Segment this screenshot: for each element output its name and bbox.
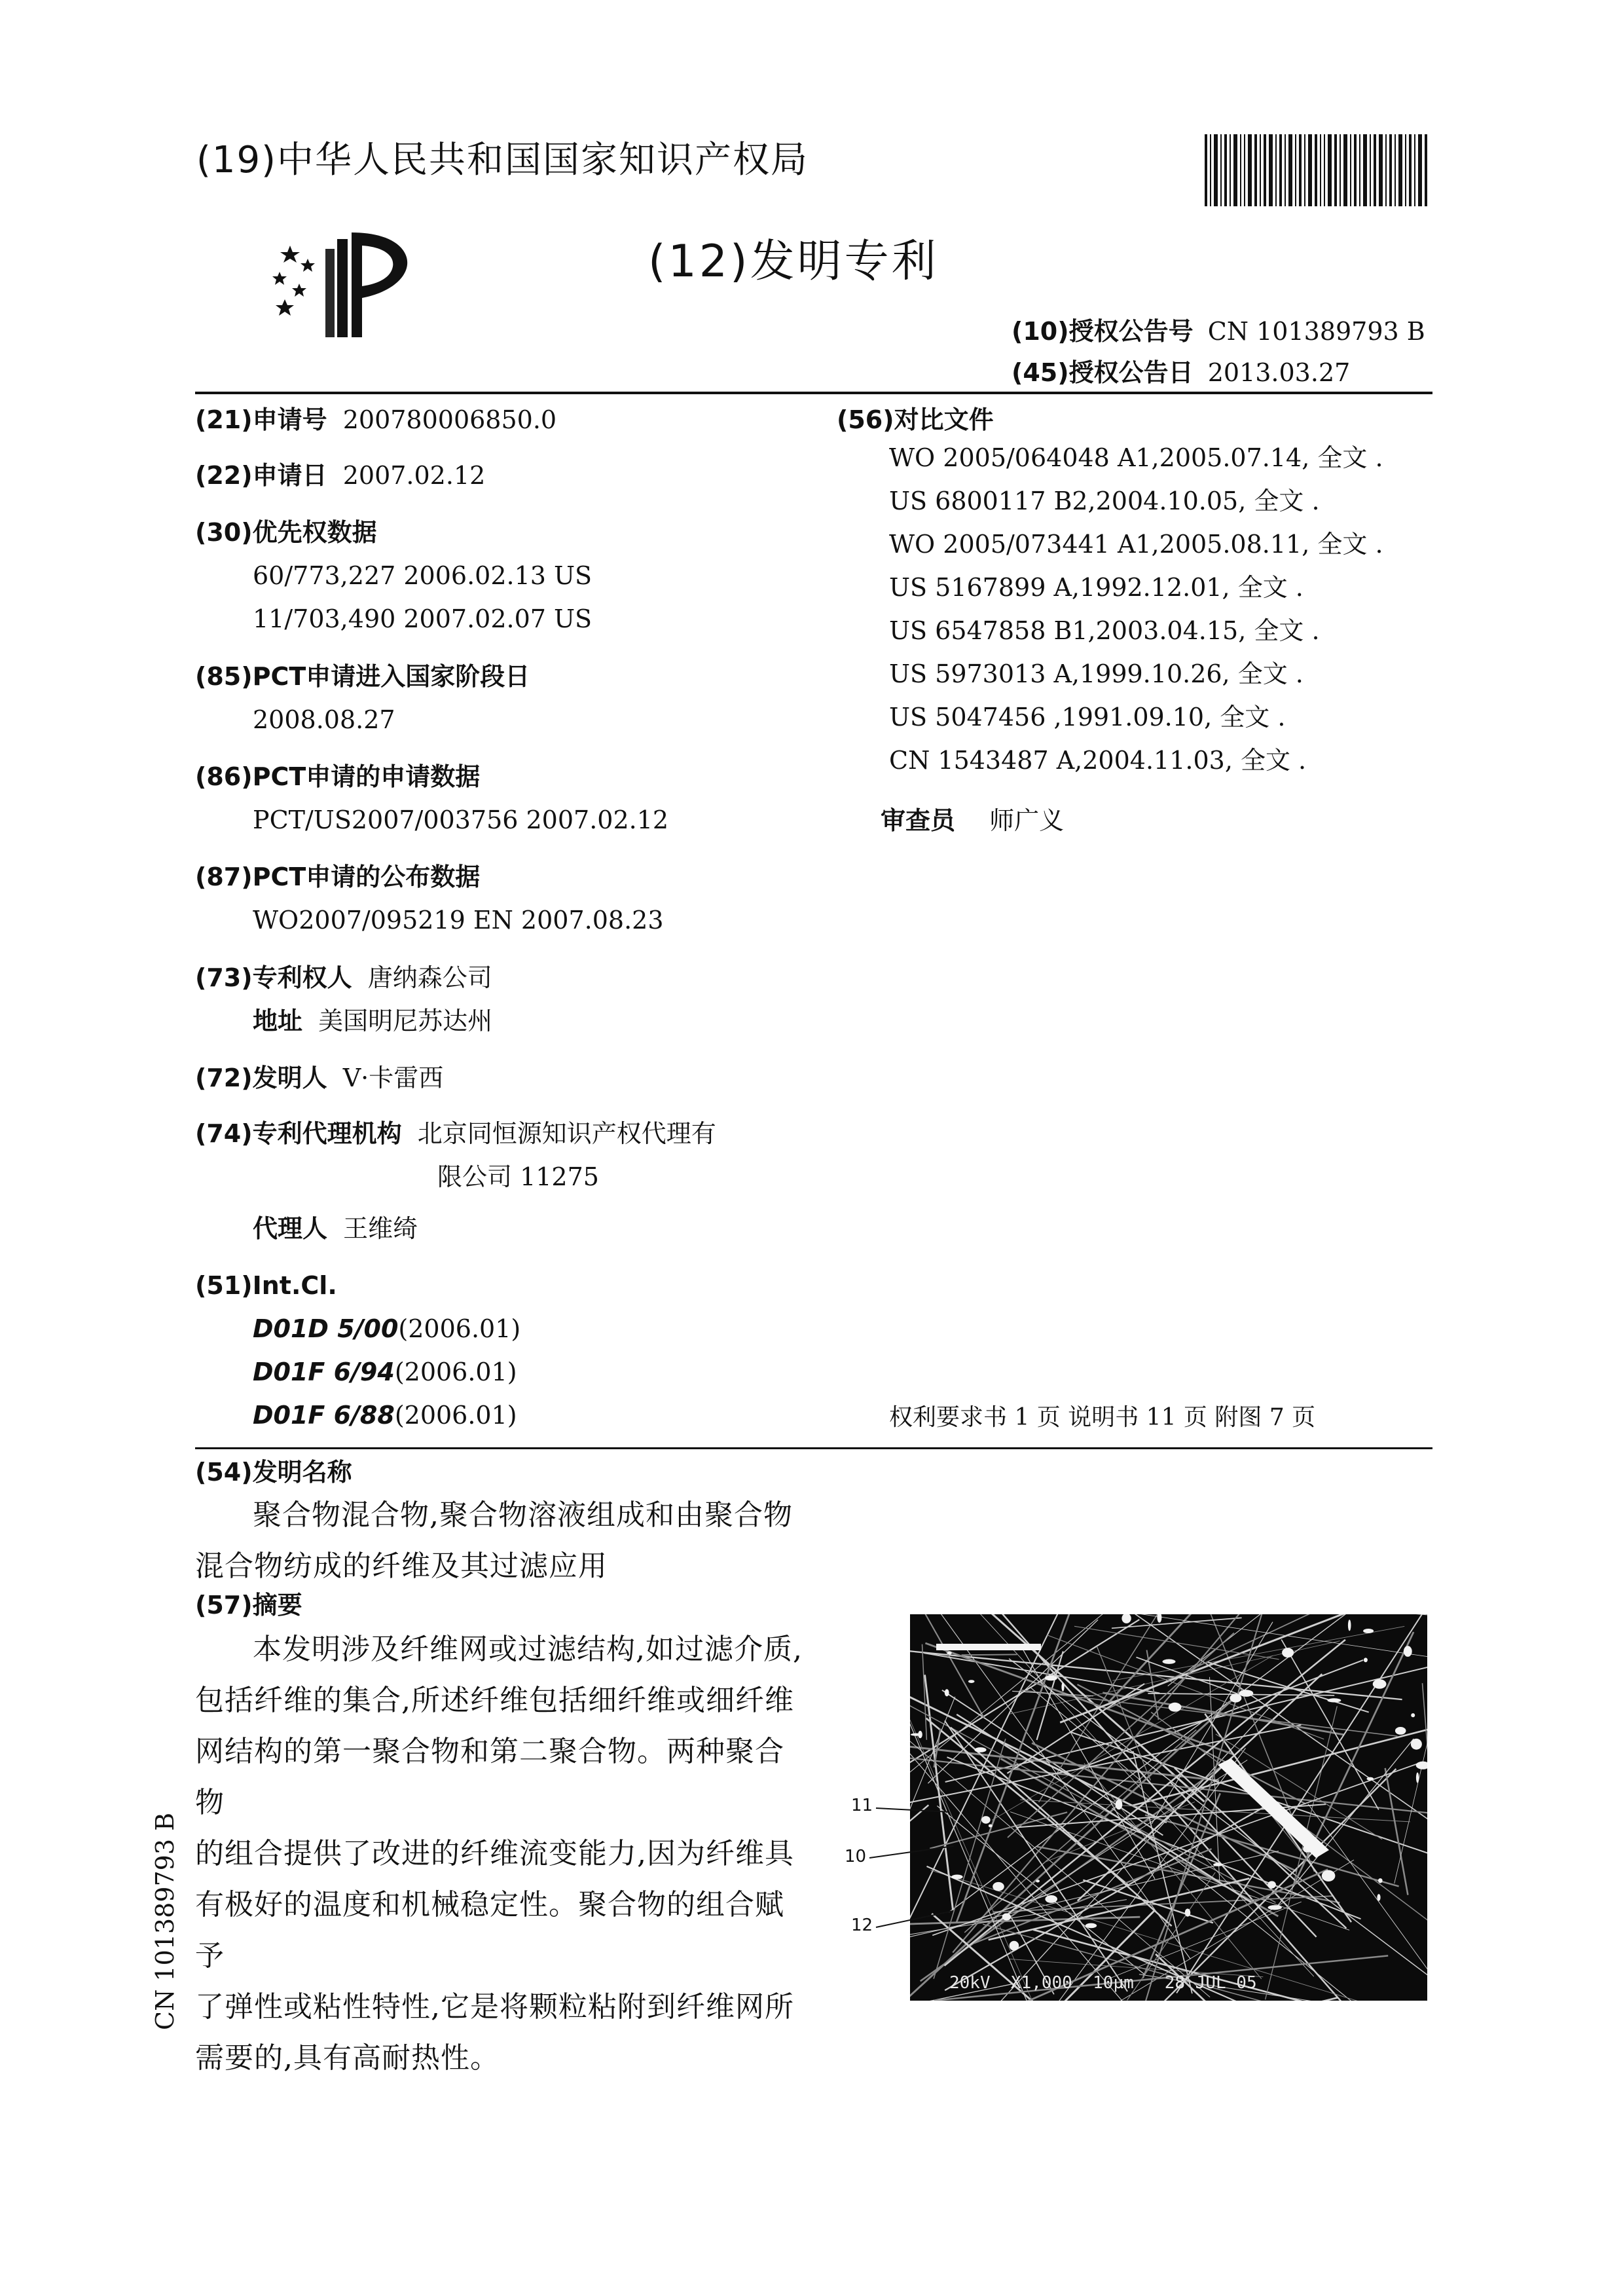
application-number-field — [195, 405, 556, 435]
ipc-field — [195, 1270, 520, 1430]
citation-item: US 6547858 B1,2003.04.15, 全文 . — [889, 616, 1320, 645]
pct-entry-label: (85)PCT申请进入国家阶段日 — [195, 662, 530, 691]
examiner: 师广义 — [989, 806, 1065, 835]
citation-item: US 5167899 A,1992.12.01, 全文 . — [889, 573, 1304, 602]
application-date: 2007.02.12 — [342, 461, 486, 490]
citation-item: US 5973013 A,1999.10.26, 全文 . — [889, 659, 1304, 688]
publication-number-row — [1012, 311, 1425, 347]
inventor: V·卡雷西 — [342, 1064, 444, 1092]
pct-entry-date: 2008.08.27 — [253, 705, 395, 734]
application-date-field — [195, 460, 485, 491]
document-kind: (12)发明专利 — [648, 236, 939, 287]
reference-numeral: 10 — [845, 1847, 867, 1866]
ipc-code: D01F 6/88 — [253, 1401, 395, 1430]
pct-application-label: (86)PCT申请的申请数据 — [195, 762, 481, 791]
ipc-entry — [253, 1314, 520, 1344]
citation-item: CN 1543487 A,2004.11.03, 全文 . — [889, 746, 1307, 775]
reference-numeral: 12 — [851, 1916, 873, 1935]
application-number: 200780006850.0 — [342, 405, 557, 434]
ipc-version: (2006.01) — [398, 1314, 521, 1343]
pct-publication-label: (87)PCT申请的公布数据 — [195, 862, 481, 891]
fiber-network — [910, 1614, 1427, 2001]
pct-publication-field — [195, 862, 664, 935]
abstract-label-text: (57)摘要 — [195, 1591, 302, 1620]
ipc-entry — [253, 1400, 520, 1430]
abstract-label — [195, 1590, 302, 1620]
priority-label: (30)优先权数据 — [195, 518, 377, 547]
header-rule — [195, 392, 1432, 394]
agency-line: 北京同恒源知识产权代理有 — [417, 1119, 716, 1148]
abstract-body — [195, 1624, 804, 2084]
publication-number-label: (10)授权公告号 — [1012, 317, 1194, 346]
abstract-line: 了弹性或粘性特性,它是将颗粒粘附到纤维网所 — [195, 1990, 794, 2024]
abstract-line: 的组合提供了改进的纤维流变能力,因为纤维具 — [195, 1837, 794, 1870]
abstract-line: 本发明涉及纤维网或过滤结构,如过滤介质, — [253, 1633, 803, 1666]
pct-application-data: PCT/US2007/003756 2007.02.12 — [253, 805, 669, 834]
agent-label: 代理人 — [253, 1214, 328, 1243]
publication-date-row — [1012, 352, 1350, 388]
abstract-line: 有极好的温度和机械稳定性。聚合物的组合赋予 — [195, 1888, 784, 1972]
title-label-text: (54)发明名称 — [195, 1458, 352, 1487]
address: 美国明尼苏达州 — [318, 1007, 493, 1035]
title-label — [195, 1457, 352, 1487]
agent-field — [253, 1213, 418, 1244]
micrograph-caption: 20kV X1,000 10µm 28 JUL 05 — [949, 1973, 1257, 1993]
examiner-field — [881, 805, 1064, 836]
title-line: 聚合物混合物,聚合物溶液组成和由聚合物 — [253, 1498, 793, 1532]
pct-publication-data: WO2007/095219 EN 2007.08.23 — [253, 906, 664, 935]
invention-title — [195, 1490, 793, 1592]
application-date-label: (22)申请日 — [195, 461, 327, 490]
citation-item: WO 2005/064048 A1,2005.07.14, 全文 . — [889, 443, 1383, 472]
agent: 王维绮 — [343, 1214, 418, 1243]
sem-micrograph — [910, 1614, 1427, 2001]
ipc-version: (2006.01) — [394, 1401, 517, 1430]
title-line: 混合物纺成的纤维及其过滤应用 — [195, 1549, 608, 1583]
inventor-label: (72)发明人 — [195, 1064, 327, 1092]
inventor-field — [195, 1063, 443, 1093]
pct-application-field — [195, 762, 668, 835]
page-count: 权利要求书 1 页 说明书 11 页 附图 7 页 — [889, 1404, 1316, 1431]
citations-label: (56)对比文件 — [837, 405, 994, 434]
abstract-line: 包括纤维的集合,所述纤维包括细纤维或细纤维 — [195, 1684, 794, 1717]
agency-label: (74)专利代理机构 — [195, 1119, 402, 1148]
abstract-line: 需要的,具有高耐热性。 — [195, 2041, 500, 2075]
priority-entry: 60/773,227 2006.02.13 US — [253, 561, 593, 590]
barcode — [1205, 134, 1427, 206]
address-label: 地址 — [253, 1007, 303, 1035]
ipc-code: D01F 6/94 — [253, 1358, 395, 1386]
examiner-label: 审查员 — [881, 806, 956, 835]
agency-line: 限公司 11275 — [437, 1162, 599, 1191]
side-publication-number: CN 101389793 B — [151, 1813, 179, 2030]
citations-list — [889, 443, 1383, 788]
patentee: 唐纳森公司 — [367, 963, 492, 992]
publication-date-label: (45)授权公告日 — [1012, 358, 1194, 387]
agency-field — [195, 1119, 716, 1192]
office-name: (19)中华人民共和国国家知识产权局 — [196, 139, 809, 181]
priority-field — [195, 517, 592, 634]
abstract-line: 网结构的第一聚合物和第二聚合物。两种聚合物 — [195, 1735, 784, 1819]
publication-date: 2013.03.27 — [1207, 358, 1351, 387]
citation-item: US 5047456 ,1991.09.10, 全文 . — [889, 703, 1286, 731]
publication-number: CN 101389793 B — [1207, 317, 1425, 346]
citation-item: WO 2005/073441 A1,2005.08.11, 全文 . — [889, 530, 1383, 559]
ipc-code: D01D 5/00 — [253, 1314, 399, 1343]
ipc-label: (51)Int.Cl. — [195, 1271, 337, 1300]
reference-numeral: 11 — [851, 1796, 873, 1815]
pct-entry-field — [195, 661, 530, 735]
citations-field — [837, 405, 994, 435]
citation-item: US 6800117 B2,2004.10.05, 全文 . — [889, 487, 1320, 515]
patentee-field — [195, 963, 492, 1036]
patentee-label: (73)专利权人 — [195, 963, 352, 992]
ipc-version: (2006.01) — [394, 1358, 517, 1386]
ipc-entry — [253, 1357, 520, 1387]
cnipa-logo — [265, 226, 422, 341]
priority-entry: 11/703,490 2007.02.07 US — [253, 604, 593, 633]
section-rule — [195, 1447, 1432, 1449]
application-number-label: (21)申请号 — [195, 405, 327, 434]
